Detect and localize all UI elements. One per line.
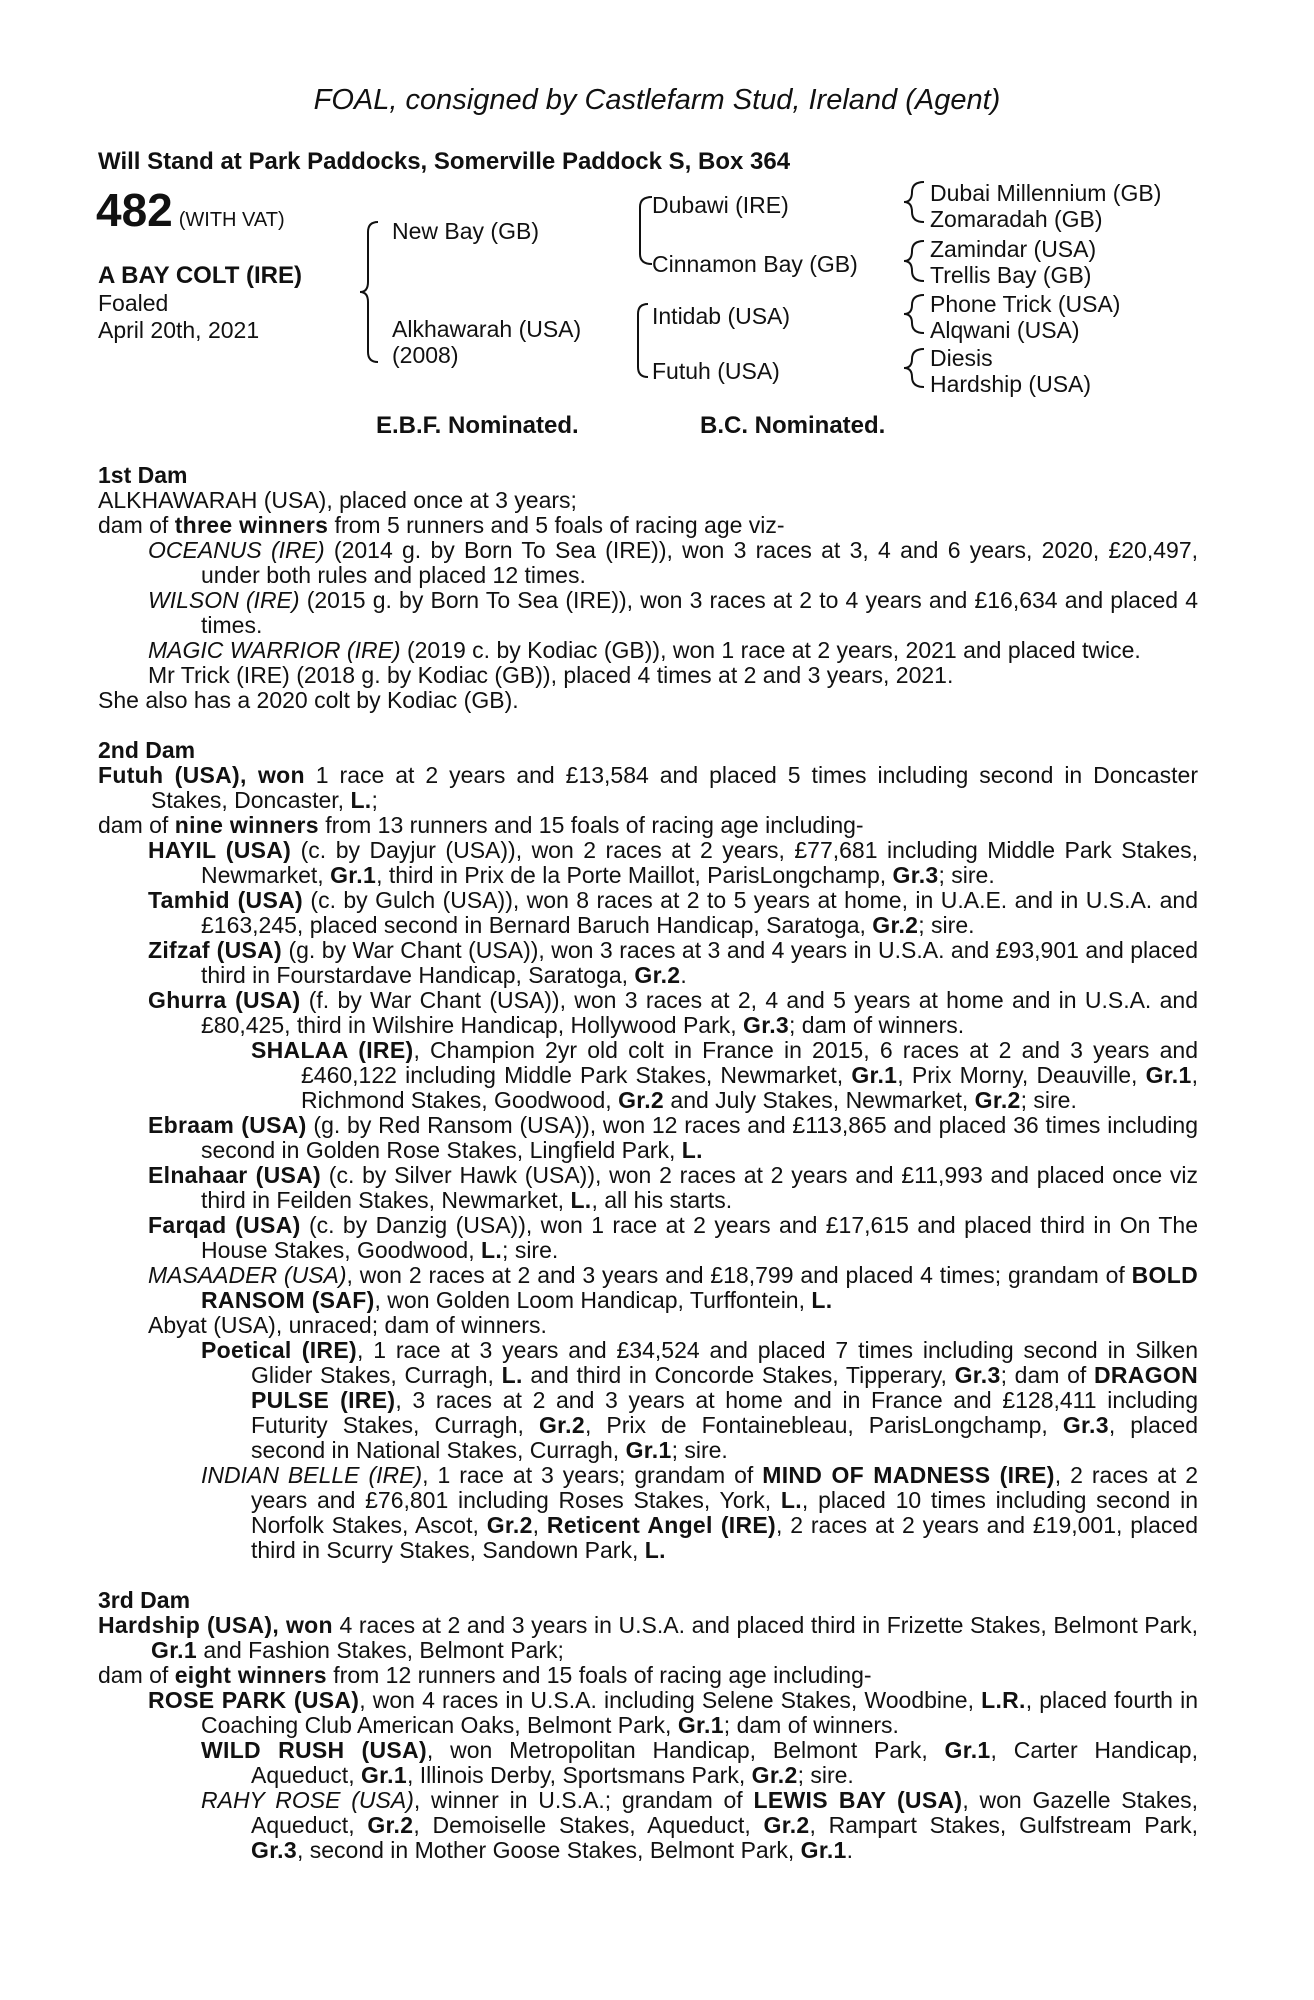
grade-mark: Gr.1 bbox=[330, 862, 377, 888]
grade-mark: Gr.3 bbox=[251, 1837, 297, 1863]
text: , bbox=[532, 1512, 547, 1538]
bracket-dd bbox=[904, 349, 924, 387]
text: ; dam of winners. bbox=[789, 1012, 965, 1038]
text: (2019 c. by Kodiac (GB)), won 1 race at 2 years, 2021 and placed twice. bbox=[400, 637, 1141, 663]
text: (c. by Silver Hawk (USA)), won 2 races at 2 years and £11,993 and placed once viz third in Feilden Stakes, Newmarket, bbox=[201, 1162, 1199, 1213]
sire-name: New Bay (GB) bbox=[392, 218, 539, 244]
progeny-masaader bbox=[98, 1263, 1198, 1313]
progeny-zifzaf bbox=[98, 938, 1198, 988]
horse-name: RAHY ROSE (USA) bbox=[201, 1787, 414, 1813]
text: , won Gazelle Stakes, Aqueduct, bbox=[251, 1787, 1198, 1838]
text: , 3 races at 2 and 3 years at home and in France and £128,411 including Futurity Stakes, Curragh, bbox=[251, 1387, 1199, 1438]
text: , 1 race at 3 years; grandam of bbox=[422, 1462, 763, 1488]
text: 4 races at 2 and 3 years in U.S.A. and placed third in Frizette Stakes, Belmont Park, bbox=[332, 1612, 1198, 1638]
horse-name: HAYIL (USA) bbox=[148, 837, 292, 863]
text: (2015 g. by Born To Sea (IRE)), won 3 races at 2 to 4 years and £16,634 and placed 4 times. bbox=[201, 587, 1198, 638]
vat-label: (WITH VAT) bbox=[178, 209, 285, 231]
text: dam of bbox=[98, 512, 175, 538]
text: , Champion 2yr old colt in France in 2015, 6 races at 2 and 3 years and £460,122 including Middle Park Stakes, Newmarket, bbox=[301, 1037, 1198, 1088]
winners-count: eight winners bbox=[174, 1662, 327, 1688]
text: ; sire. bbox=[938, 862, 995, 888]
horse-name: Reticent Angel (IRE) bbox=[546, 1512, 777, 1538]
progeny-magic-warrior bbox=[98, 638, 1198, 663]
dam1-title: 1st Dam bbox=[98, 462, 188, 488]
text: ; sire. bbox=[797, 1762, 854, 1788]
text: , winner in U.S.A.; grandam of bbox=[413, 1787, 754, 1813]
text: , 2 races at 2 years and £19,001, placed third in Scurry Stakes, Sandown Park, bbox=[251, 1512, 1199, 1563]
horse-name: INDIAN BELLE (IRE) bbox=[201, 1462, 423, 1488]
dam1-dam-of bbox=[98, 513, 1198, 538]
text: , won 2 races at 2 and 3 years and £18,799 and placed 4 times; grandam of bbox=[346, 1262, 1132, 1288]
grade-mark: Gr.1 bbox=[1145, 1062, 1192, 1088]
listed-mark: L. bbox=[644, 1537, 666, 1563]
text: dam of bbox=[98, 1662, 175, 1688]
ped-sds: Zamindar (USA) bbox=[930, 236, 1097, 262]
horse-name: Elnahaar (USA) bbox=[148, 1162, 322, 1188]
foaled-date: April 20th, 2021 bbox=[98, 317, 260, 343]
text: , Prix de Fontainebleau, ParisLongchamp, bbox=[584, 1412, 1063, 1438]
grade-mark: Gr.2 bbox=[538, 1412, 585, 1438]
horse-name: Hardship (USA) bbox=[98, 1612, 273, 1638]
dam3-hardship bbox=[98, 1613, 1198, 1663]
grade-mark: Gr.1 bbox=[944, 1737, 991, 1763]
listed-mark: L. bbox=[350, 787, 372, 813]
listed-mark: L. bbox=[501, 1362, 523, 1388]
spacer bbox=[98, 713, 1198, 738]
horse-name: MIND OF MADNESS (IRE) bbox=[762, 1462, 1055, 1488]
dam3-dam-of bbox=[98, 1663, 1198, 1688]
dam2-title: 2nd Dam bbox=[98, 737, 196, 763]
grade-mark: Gr.1 bbox=[625, 1437, 672, 1463]
text: , Carter Handicap, Aqueduct, bbox=[251, 1737, 1198, 1788]
progeny-wild-rush bbox=[98, 1738, 1198, 1788]
lot-number: 482 bbox=[96, 184, 173, 236]
ebf-nominated: E.B.F. Nominated. bbox=[376, 412, 579, 439]
progeny-abyat: Abyat (USA), unraced; dam of winners. bbox=[148, 1312, 547, 1338]
horse-name: WILD RUSH (USA) bbox=[201, 1737, 427, 1763]
dam-year: (2008) bbox=[392, 342, 459, 368]
catalogue-body bbox=[98, 463, 1198, 1863]
ped-ssd: Zomaradah (GB) bbox=[930, 206, 1103, 232]
progeny-rose-park bbox=[98, 1688, 1198, 1738]
grade-mark: Gr.3 bbox=[743, 1012, 790, 1038]
text: , won bbox=[272, 1612, 333, 1638]
text: . bbox=[680, 962, 687, 988]
text: , Illinois Derby, Sportsmans Park, bbox=[406, 1762, 752, 1788]
grade-mark: Gr.1 bbox=[151, 1637, 197, 1663]
listed-mark: L. bbox=[570, 1187, 592, 1213]
text: ; sire. bbox=[918, 912, 975, 938]
horse-name: Tamhid (USA) bbox=[148, 887, 303, 913]
bracket-gen1 bbox=[360, 222, 378, 362]
text: ; dam of bbox=[1000, 1362, 1094, 1388]
text: , Rampart Stakes, Gulfstream Park, bbox=[809, 1812, 1198, 1838]
dam2-dam-of bbox=[98, 813, 1198, 838]
horse-name: BOLD RANSOM (SAF) bbox=[201, 1262, 1198, 1313]
text: (2014 g. by Born To Sea (IRE)), won 3 races at 3, 4 and 6 years, 2020, £20,497, under both rules and placed 12 times. bbox=[201, 537, 1198, 588]
winners-count: nine winners bbox=[174, 812, 319, 838]
text: 1 race at 2 years and £13,584 and placed 5 times including second in Doncaster Stakes, Doncaster, bbox=[151, 762, 1198, 813]
dam-name bbox=[392, 316, 581, 368]
progeny-farqad bbox=[98, 1213, 1198, 1263]
listed-mark: L. bbox=[481, 1237, 503, 1263]
grade-mark: Gr.3 bbox=[892, 862, 939, 888]
horse-name: ROSE PARK (USA) bbox=[148, 1687, 360, 1713]
text: , second in Mother Goose Stakes, Belmont Park, bbox=[296, 1837, 801, 1863]
text: from 13 runners and 15 foals of racing age including- bbox=[318, 812, 864, 838]
winners-count: three winners bbox=[174, 512, 329, 538]
grade-mark: Gr.1 bbox=[360, 1762, 407, 1788]
ped-sdd: Trellis Bay (GB) bbox=[930, 262, 1092, 288]
text: and July Stakes, Newmarket, bbox=[664, 1087, 975, 1113]
grade-mark: Gr.2 bbox=[618, 1087, 665, 1113]
text: (g. by War Chant (USA)), won 3 races at 3 and 4 years in U.S.A. and £93,901 and placed third in Fourstardave Handicap, Saratoga, bbox=[201, 937, 1198, 988]
text: ; sire. bbox=[671, 1437, 728, 1463]
text: (g. by Red Ransom (USA)), won 12 races and £113,865 and placed 36 times including second in Golden Rose Stakes, Lingfield Park, bbox=[201, 1112, 1198, 1163]
text: (f. by War Chant (USA)), won 3 races at 2, 4 and 5 years at home and in U.S.A. and £80,425, third in Wilshire Handicap, Hollywood Park, bbox=[201, 987, 1198, 1038]
text: , Richmond Stakes, Goodwood, bbox=[301, 1062, 1198, 1113]
lot-name: A BAY COLT (IRE) bbox=[98, 262, 303, 289]
horse-name: MASAADER (USA) bbox=[148, 1262, 347, 1288]
text: , won Golden Loom Handicap, Turffontein, bbox=[374, 1287, 812, 1313]
ped-dss: Phone Trick (USA) bbox=[930, 291, 1121, 317]
progeny-rahy-rose bbox=[98, 1788, 1198, 1863]
text: (c. by Gulch (USA)), won 8 races at 2 to 5 years at home, in U.A.E. and in U.S.A. and £163,245, placed second in Bernard Baruch Handicap, Saratoga, bbox=[201, 887, 1198, 938]
bracket-ss bbox=[904, 182, 924, 222]
listed-mark: L. bbox=[681, 1137, 703, 1163]
bracket-sd bbox=[904, 241, 924, 281]
text: ; sire. bbox=[502, 1237, 559, 1263]
foaled-label: Foaled bbox=[98, 290, 169, 316]
listed-mark: L. bbox=[780, 1487, 802, 1513]
text: , won Metropolitan Handicap, Belmont Park, bbox=[426, 1737, 945, 1763]
horse-name: WILSON (IRE) bbox=[148, 587, 300, 613]
grade-mark: Gr.2 bbox=[763, 1812, 810, 1838]
grade-mark: Gr.2 bbox=[634, 962, 681, 988]
consignor-title: FOAL, consigned by Castlefarm Stud, Ireland (Agent) bbox=[313, 84, 1001, 116]
bracket-sire bbox=[640, 197, 652, 264]
grade-mark: Gr.2 bbox=[486, 1512, 533, 1538]
ped-sss: Dubai Millennium (GB) bbox=[930, 180, 1162, 206]
horse-name: Farqad (USA) bbox=[148, 1212, 301, 1238]
progeny-oceanus bbox=[98, 538, 1198, 588]
dam-of-dam: Futuh (USA) bbox=[652, 358, 780, 384]
bracket-ds bbox=[904, 295, 924, 333]
text: (c. by Dayjur (USA)), won 2 races at 2 years, £77,681 including Middle Park Stakes, Newmarket, bbox=[201, 837, 1199, 888]
progeny-wilson bbox=[98, 588, 1198, 638]
progeny-indian-belle bbox=[98, 1463, 1198, 1563]
horse-name: LEWIS BAY (USA) bbox=[753, 1787, 963, 1813]
grade-mark: Gr.2 bbox=[974, 1087, 1021, 1113]
horse-name: Futuh (USA) bbox=[98, 762, 240, 788]
bracket-dam bbox=[638, 304, 648, 377]
text: (c. by Danzig (USA)), won 1 race at 2 years and £17,615 and placed third in On The House Stakes, Goodwood, bbox=[201, 1212, 1198, 1263]
sire-of-dam: Intidab (USA) bbox=[652, 303, 791, 329]
ped-dsd: Alqwani (USA) bbox=[930, 317, 1080, 343]
dam1-also: She also has a 2020 colt by Kodiac (GB). bbox=[98, 687, 519, 713]
dam-of-sire: Cinnamon Bay (GB) bbox=[652, 251, 858, 277]
horse-name: DRAGON PULSE (IRE) bbox=[251, 1362, 1199, 1413]
text: and third in Concorde Stakes, Tipperary, bbox=[522, 1362, 955, 1388]
sire-of-sire: Dubawi (IRE) bbox=[652, 192, 789, 218]
horse-name: Ghurra (USA) bbox=[148, 987, 301, 1013]
dam2-futuh bbox=[98, 763, 1198, 813]
text: from 12 runners and 15 foals of racing age including- bbox=[326, 1662, 872, 1688]
dam3-title: 3rd Dam bbox=[98, 1587, 191, 1613]
horse-name: Ebraam (USA) bbox=[148, 1112, 307, 1138]
text: and Fashion Stakes, Belmont Park; bbox=[196, 1637, 564, 1663]
progeny-tamhid bbox=[98, 888, 1198, 938]
text: from 5 runners and 5 foals of racing age viz- bbox=[328, 512, 785, 538]
stabling-line: Will Stand at Park Paddocks, Somerville Paddock S, Box 364 bbox=[98, 148, 791, 175]
horse-name: MAGIC WARRIOR (IRE) bbox=[148, 637, 401, 663]
horse-name: Poetical (IRE) bbox=[201, 1337, 357, 1363]
progeny-ghurra bbox=[98, 988, 1198, 1038]
grade-mark: Gr.1 bbox=[800, 1837, 847, 1863]
progeny-elnahaar bbox=[98, 1163, 1198, 1213]
dam1-intro: ALKHAWARAH (USA), placed once at 3 years; bbox=[98, 487, 577, 513]
listed-mark: L.R. bbox=[981, 1687, 1026, 1713]
bc-nominated: B.C. Nominated. bbox=[700, 412, 886, 439]
progeny-hayil bbox=[98, 838, 1198, 888]
text: ; sire. bbox=[1020, 1087, 1077, 1113]
text: , third in Prix de la Porte Maillot, ParisLongchamp, bbox=[376, 862, 893, 888]
grade-mark: Gr.1 bbox=[677, 1712, 724, 1738]
grade-mark: Gr.1 bbox=[851, 1062, 898, 1088]
text: , Demoiselle Stakes, Aqueduct, bbox=[413, 1812, 764, 1838]
text: , placed fourth in Coaching Club American Oaks, Belmont Park, bbox=[201, 1687, 1198, 1738]
text: dam of bbox=[98, 812, 175, 838]
text: , placed second in National Stakes, Curragh, bbox=[251, 1412, 1199, 1463]
text: ; bbox=[371, 787, 378, 813]
text: , Prix Morny, Deauville, bbox=[897, 1062, 1146, 1088]
grade-mark: Gr.3 bbox=[954, 1362, 1001, 1388]
horse-name: SHALAA (IRE) bbox=[251, 1037, 414, 1063]
text: , won 4 races in U.S.A. including Selene Stakes, Woodbine, bbox=[359, 1687, 982, 1713]
ped-dds: Diesis bbox=[930, 345, 993, 371]
grade-mark: Gr.2 bbox=[872, 912, 919, 938]
grade-mark: Gr.3 bbox=[1062, 1412, 1109, 1438]
text: , 1 race at 3 years and £34,524 and placed 7 times including second in Silken Glider Stakes, Curragh, bbox=[251, 1337, 1198, 1388]
spacer bbox=[98, 1563, 1198, 1588]
progeny-ebraam bbox=[98, 1113, 1198, 1163]
progeny-mr-trick: Mr Trick (IRE) (2018 g. by Kodiac (GB)), placed 4 times at 2 and 3 years, 2021. bbox=[148, 662, 954, 688]
text: , placed 10 times including second in Norfolk Stakes, Ascot, bbox=[251, 1487, 1198, 1538]
text: . bbox=[846, 1837, 854, 1863]
grade-mark: Gr.2 bbox=[367, 1812, 414, 1838]
text: ; dam of winners. bbox=[723, 1712, 899, 1738]
text: , all his starts. bbox=[591, 1187, 733, 1213]
text: , won bbox=[240, 762, 305, 788]
listed-mark: L. bbox=[811, 1287, 833, 1313]
progeny-poetical bbox=[98, 1338, 1198, 1463]
horse-name: OCEANUS (IRE) bbox=[148, 537, 325, 563]
dam-name-line1: Alkhawarah (USA) bbox=[392, 316, 582, 342]
text: , 2 races at 2 years and £76,801 including Roses Stakes, York, bbox=[251, 1462, 1198, 1513]
grade-mark: Gr.2 bbox=[751, 1762, 798, 1788]
horse-name: Zifzaf (USA) bbox=[148, 937, 282, 963]
ped-ddd: Hardship (USA) bbox=[930, 371, 1092, 397]
progeny-shalaa bbox=[98, 1038, 1198, 1113]
